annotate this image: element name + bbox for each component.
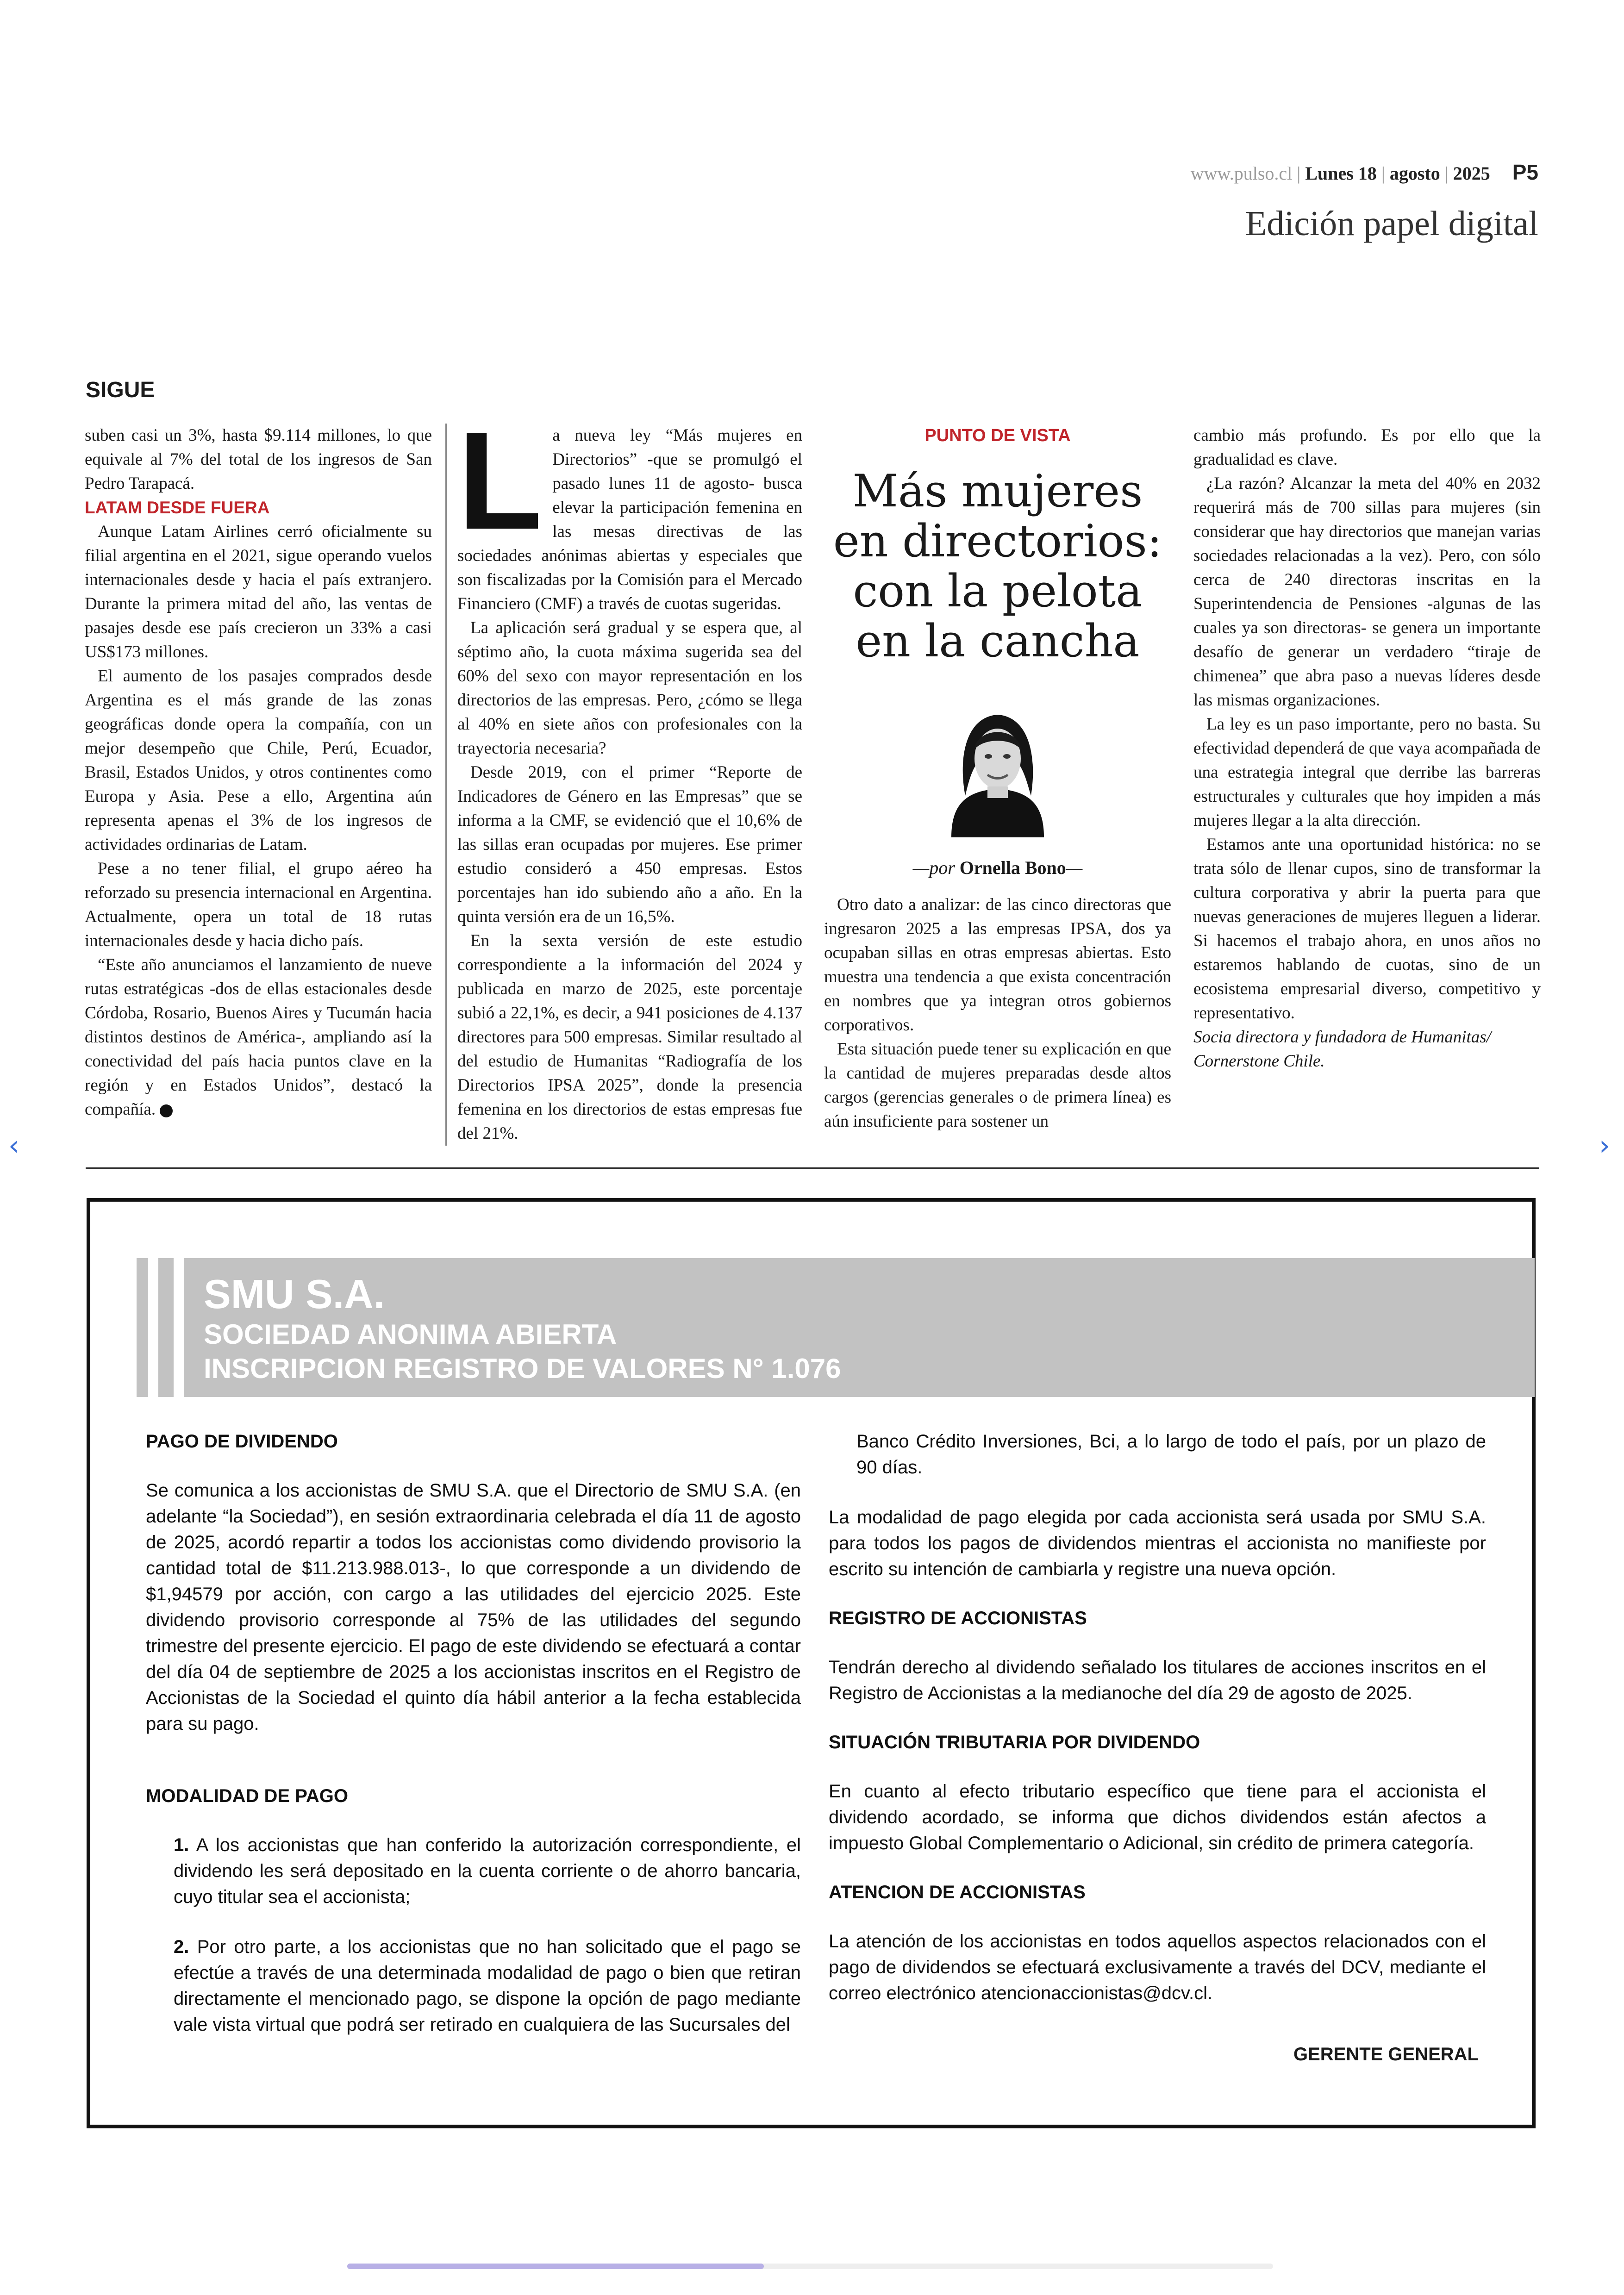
paragraph: “Este año anunciamos el lanzamiento de nueve rutas estratégicas -dos de ellas estacionales desde Córdoba, Rosario, Buenos Aires y Tucumán hacia distintos destinos de América-, ampliando así la conectividad del país hacia puntos clave en la región y en Estados Unidos”, destacó la compañía. [85, 955, 432, 1119]
page-header-line: www.pulso.cl | Lunes 18 | agosto | 2025 P5 [1190, 160, 1538, 184]
notice-title [204, 1271, 841, 1386]
paragraph: La modalidad de pago elegida por cada accionista será usada por SMU S.A. para todos los pagos de dividendos mientras el accionista no manifieste por escrito su intención de cambiarla y registre una nueva opción. [829, 1507, 1486, 1579]
header-year: 2025 [1453, 163, 1490, 184]
notice-column-right [829, 1428, 1486, 2006]
paragraph: a nueva ley “Más mujeres en Directorios” -que se promulgó el pasado lunes 11 de agosto- busca elevar la participación femenina en las mesas directivas de las sociedades anónimas abiertas y especiales que son fiscalizadas por la Comisión para el Mercado Financiero (CMF) a través de cuotas sugeridas. [457, 426, 802, 613]
previous-page-button[interactable]: ‹ [8, 1129, 19, 1162]
company-name: SMU S.A. [204, 1271, 385, 1317]
company-type: SOCIEDAD ANONIMA ABIERTA [204, 1319, 617, 1350]
paragraph: Se comunica a los accionistas de SMU S.A. que el Directorio de SMU S.A. (en adelante “la Sociedad”), en sesión extraordinaria celebrada el día 11 de agosto de 2025, acordó repartir a todos los accionistas como dividendo provisorio la cantidad total de $11.213.988.013-, lo que corresponde a un dividendo de $1,94579 por acción, con cargo a las utilidades del ejercicio 2025. Este dividendo provisorio corresponde al 75% de las utilidades del segundo trimestre del presente ejercicio. El pago de este dividendo se efectuará a contar del día 04 de septiembre de 2025 a los accionistas inscritos en el Registro de Accionistas de la Sociedad el quinto día hábil anterior a la fecha establecida para su pago. [146, 1480, 801, 1734]
header-month: agosto [1389, 163, 1440, 184]
paragraph: En la sexta versión de este estudio correspondiente a la información del 2024 y publicada en marzo de 2025, este porcentaje subió a 22,1%, es decir, a 941 posiciones de 4.137 directores para 500 empresas. Similar resultado al del estudio de Humanitas “Radiografía de los Directorios IPSA 2025”, donde la presencia femenina en los directorios de estas empresas fue del 21%. [457, 931, 802, 1143]
author-byline: —por Ornella Bono— [912, 857, 1083, 878]
section-label: SIGUE [86, 378, 155, 402]
header-stripe [148, 1258, 158, 1397]
heading-pago: PAGO DE DIVIDENDO [146, 1431, 338, 1452]
author-signature: Socia directora y fundadora de Humanitas/ Cornerstone Chile. [1193, 1028, 1491, 1071]
author-name: Ornella Bono [959, 857, 1066, 878]
notice-column-left [146, 1428, 801, 2038]
paragraph: Estamos ante una oportunidad histórica: no se trata sólo de llenar cupos, sino de transformar la cultura corporativa y abrir la puerta para que nuevas generaciones de mujeres lleguen a liderar. Si hacemos el trabajo ahora, en unos años no estaremos hablando de cuotas, sino de un ecosistema empresarial diverso, competitivo y representativo. [1193, 835, 1541, 1023]
paragraph: La ley es un paso importante, pero no basta. Su efectividad dependerá de que vaya acompañada de una estrategia integral que derribe las barreras estructurales y culturales que hoy impiden a más mujeres llegar a la alta dirección. [1193, 715, 1541, 830]
opinion-title: Más mujeres en directorios: con la pelota en la cancha [833, 465, 1162, 667]
paragraph: Desde 2019, con el primer “Reporte de Indicadores de Género en las Empresas” que se informa a la CMF, se evidenció que el 10,6% de las sillas eran ocupadas por mujeres. Ese primer estudio consideró a 450 empresas. Estos porcentajes han ido subiendo año a año. En la quinta versión era de un 16,5%. [457, 763, 802, 926]
author-portrait [933, 698, 1062, 837]
list-item: 2. Por otro parte, a los accionistas que no han solicitado que el pago se efectúe a través de una determinada modalidad de pago o bien que retiran directamente el mencionado pago, se dispone la opción de pago mediante vale vista virtual que podrá ser retirado en cualquiera de las Sucursales del [174, 1937, 801, 2035]
opinion-column-continued [1193, 424, 1541, 1073]
paragraph: Pese a no tener filial, el grupo aéreo ha reforzado su presencia internacional en Argentina. Actualmente, opera un total de 18 rutas internacionales desde y hacia dicho país. [85, 859, 432, 950]
paragraph: Otro dato a analizar: de las cinco directoras que ingresaron 2025 a las empresas IPSA, dos ya ocupaban sillas en otras empresas abiertas. Esto muestra una tendencia a que exista concentración en nombres que ya integran otros gobiernos corporativos. [824, 895, 1171, 1035]
header-stripe [174, 1258, 184, 1397]
paragraph: En cuanto al efecto tributario específico que tiene para el accionista el dividendo acordado, se informa que dichos dividendos están afectos a impuesto Global Complementario o Adicional, sin crédito de primera categoría. [829, 1781, 1486, 1853]
paragraph: ¿La razón? Alcanzar la meta del 40% en 2032 requerirá más de 700 sillas para mujeres (sin considerar que hay directorios que manejan varias sociedades relacionadas a la vez). Pero, con sólo cerca de 240 directoras inscritas en la Superintendencia de Pensiones -algunas de las cuales ya son directoras- se genera un importante desafío de generar un verdadero “tiraje de chimenea” que abra paso a nuevas líderes desde las mismas organizaciones. [1193, 474, 1541, 710]
header-day: Lunes 18 [1305, 163, 1377, 184]
paragraph: suben casi un 3%, hasta $9.114 millones, lo que equivale al 7% del total de los ingresos de San Pedro Tarapacá. [85, 426, 432, 493]
section-divider [86, 1167, 1539, 1169]
page-number: P5 [1512, 160, 1538, 184]
heading-tributaria: SITUACIÓN TRIBUTARIA POR DIVIDENDO [829, 1732, 1200, 1752]
opinion-column [824, 424, 1171, 1134]
paragraph: La atención de los accionistas en todos aquellos aspectos relacionados con el pago de dividendos se efectuará exclusivamente a través del DCV, mediante el correo electrónico atencionaccionistas@dcv.cl. [829, 1931, 1486, 2003]
article-column-2 [457, 403, 802, 1146]
paragraph: La aplicación será gradual y se espera que, al séptimo año, la cuota máxima sugerida sea del 60% del sexo con mayor representación en los directorios de las empresas. Pero, ¿cómo se llega al 40% en siete años con profesionales con la trayectoria necesaria? [457, 618, 802, 758]
article-column-1 [85, 424, 432, 1122]
next-page-button[interactable]: › [1599, 1129, 1610, 1162]
end-mark-icon [160, 1104, 173, 1117]
drop-cap: L [457, 403, 543, 558]
paragraph: Aunque Latam Airlines cerró oficialmente su filial argentina en el 2021, sigue operando vuelos internacionales desde y hacia el país extranjero. Durante la primera mitad del año, las ventas de pasajes desde ese país crecieron un 33% a casi US$173 millones. [85, 522, 432, 661]
paragraph: Tendrán derecho al dividendo señalado los titulares de acciones inscritos en el Registro de Accionistas a la medianoche del día 29 de agosto de 2025. [829, 1657, 1486, 1703]
paragraph: Esta situación puede tener su explicación en que la cantidad de mujeres preparadas desde altos cargos (gerencias generales o de primera línea) es aún insuficiente para sostener un [824, 1040, 1171, 1131]
opinion-kicker: PUNTO DE VISTA [924, 426, 1071, 445]
site-url[interactable]: www.pulso.cl [1190, 163, 1293, 184]
list-item: 1. A los accionistas que han conferido la autorización correspondiente, el dividendo les será depositado en la cuenta corriente o de ahorro bancaria, cuyo titular sea el accionista; [174, 1835, 801, 1907]
column-divider [445, 424, 447, 1146]
heading-registro: REGISTRO DE ACCIONISTAS [829, 1608, 1087, 1628]
signoff: GERENTE GENERAL [1293, 2044, 1479, 2064]
dividend-notice [87, 1198, 1536, 2128]
edition-label: Edición papel digital [1245, 204, 1538, 243]
scrollbar-thumb[interactable] [347, 2264, 764, 2269]
subheading-latam: LATAM DESDE FUERA [85, 498, 270, 517]
list-item-continued: Banco Crédito Inversiones, Bci, a lo largo de todo el país, por un plazo de 90 días. [856, 1431, 1486, 1478]
heading-modalidad: MODALIDAD DE PAGO [146, 1786, 349, 1806]
paragraph: cambio más profundo. Es por ello que la gradualidad es clave. [1193, 426, 1541, 469]
registry-number: INSCRIPCION REGISTRO DE VALORES N° 1.076 [204, 1353, 841, 1384]
heading-atencion: ATENCION DE ACCIONISTAS [829, 1882, 1086, 1902]
paragraph: El aumento de los pasajes comprados desde Argentina es el más grande de las zonas geográficas donde opera la compañía, con un mejor desempeño que Chile, Perú, Ecuador, Brasil, Estados Unidos, y otros continentes como Europa y Asia. Pese a ello, Argentina aún representa apenas el 3% de los ingresos de actividades ordinarias de Latam. [85, 667, 432, 854]
